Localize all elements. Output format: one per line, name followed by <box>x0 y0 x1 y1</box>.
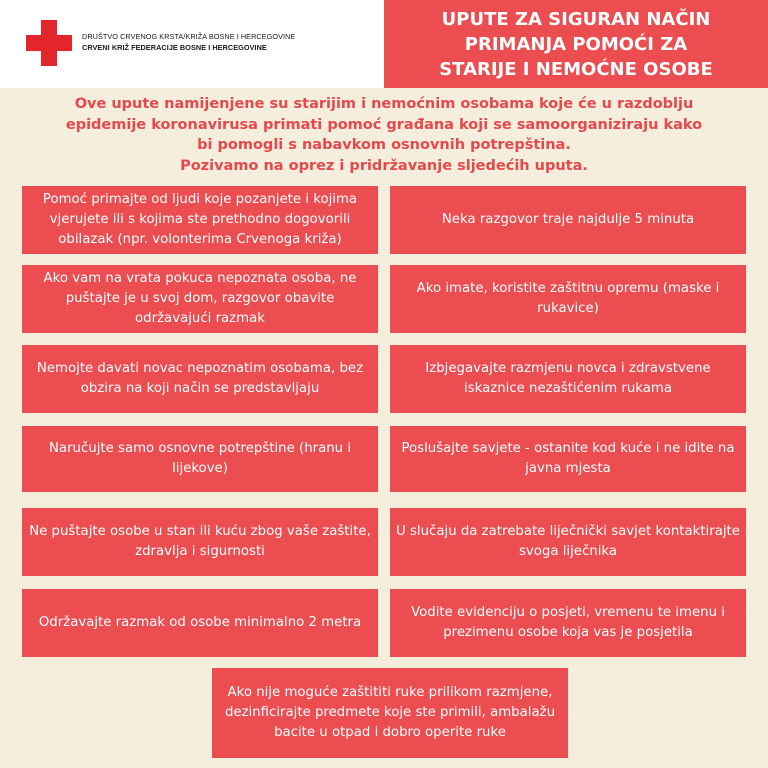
tip-box: Poslušajte savjete - ostanite kod kuće i ne idite na javna mjesta <box>390 426 746 492</box>
title-banner <box>384 0 768 88</box>
intro-section <box>60 94 708 176</box>
org-line-1: DRUŠTVO CRVENOG KRSTA/KRIŽA BOSNE I HERCEGOVINE <box>82 32 296 41</box>
tip-box: Naručujte samo osnovne potrepštine (hranu i lijekove) <box>22 426 378 492</box>
logo-panel <box>0 0 384 88</box>
tip-box: Ako imate, koristite zaštitnu opremu (maske i rukavice) <box>390 265 746 333</box>
tip-box: Vodite evidenciju o posjeti, vremenu te imenu i prezimenu osobe koja vas je posjetila <box>390 589 746 657</box>
organization-name <box>82 31 295 53</box>
intro-call: Pozivamo na oprez i pridržavanje sljedećih uputa. <box>180 157 588 174</box>
tip-box-final: Ako nije moguće zaštititi ruke prilikom razmjene, dezinficirajte predmete koje ste primili, ambalažu bacite u otpad i dobro operite ruke <box>212 668 568 758</box>
tip-box: Neka razgovor traje najdulje 5 minuta <box>390 186 746 254</box>
intro-text: Ove upute namijenjene su starijim i nemoćnim osobama koje će u razdoblju epidemije koronavirusa primati pomoć građana koji se samoorganiziraju kako bi pomogli s nabavkom osnovnih potrepština. <box>65 96 703 153</box>
tip-box: Ne puštajte osobe u stan ili kuću zbog vaše zaštite, zdravlja i sigurnosti <box>22 508 378 576</box>
org-line-2: CRVENI KRIŽ FEDERACIJE BOSNE I HERCEGOVINE <box>82 43 267 52</box>
tip-box: U slučaju da zatrebate liječnički savjet kontaktirajte svoga liječnika <box>390 508 746 576</box>
red-cross-icon <box>26 20 72 66</box>
page-title: UPUTE ZA SIGURAN NAČIN PRIMANJA POMOĆI ZA STARIJE I NEMOĆNE OSOBE <box>439 8 713 80</box>
tip-box: Nemojte davati novac nepoznatim osobama, bez obzira na koji način se predstavljaju <box>22 345 378 413</box>
tip-box: Ako vam na vrata pokuca nepoznata osoba, ne puštajte je u svoj dom, razgovor obavite održavajući razmak <box>22 265 378 333</box>
tip-box: Održavajte razmak od osobe minimalno 2 metra <box>22 589 378 657</box>
tip-box: Pomoć primajte od ljudi koje pozanjete i kojima vjerujete ili s kojima ste prethodno dogovorili obilazak (npr. volonterima Crvenoga križa) <box>22 186 378 254</box>
tip-box: Izbjegavajte razmjenu novca i zdravstvene iskaznice nezaštićenim rukama <box>390 345 746 413</box>
